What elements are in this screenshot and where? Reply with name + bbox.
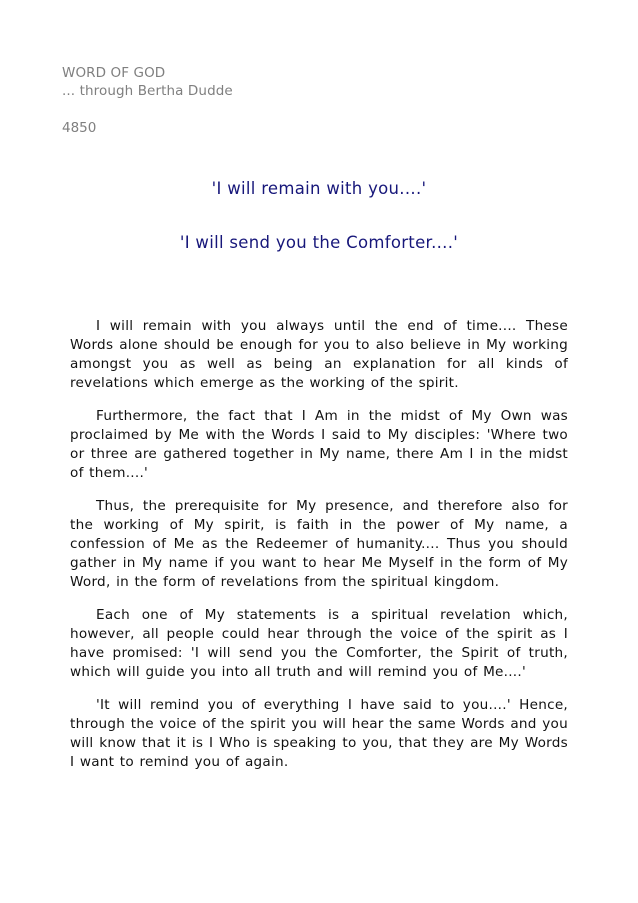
paragraph-4: Each one of My statements is a spiritual revelation which, however, all people could hear through the voice of the spirit as I have promised: 'I will send you the Comforter, the Spirit of truth, which will guide you into all truth and will remind you of Me....' xyxy=(70,607,568,680)
paragraph-3: Thus, the prerequisite for My presence, and therefore also for the working of My spirit, is faith in the power of My name, a confession of Me as the Redeemer of humanity.... Thus you should gather in My name if you want to hear Me Myself in the form of My Word, in the form of revelations from the spiritual kingdom. xyxy=(70,498,568,590)
author-line: ... through Bertha Dudde xyxy=(62,83,233,99)
paragraph-5: 'It will remind you of everything I have said to you....' Hence, through the voice of the spirit you will hear the same Words and you will know that it is I Who is speaking to you, that they are My Words I want to remind you of again. xyxy=(70,697,568,770)
title-secondary: 'I will send you the Comforter....' xyxy=(179,233,459,252)
document-header xyxy=(62,64,233,100)
message-number: 4850 xyxy=(62,120,97,136)
paragraph-1: I will remain with you always until the end of time.... These Words alone should be enough for you to also believe in My working amongst you as well as being an explanation for all kinds of revelations which emerge as the working of the spirit. xyxy=(70,318,568,391)
title-primary: 'I will remain with you....' xyxy=(211,179,427,198)
series-title: WORD OF GOD xyxy=(62,65,166,81)
paragraph-2: Furthermore, the fact that I Am in the midst of My Own was proclaimed by Me with the Words I said to My disciples: 'Where two or three are gathered together in My name, there Am I in the midst of them....' xyxy=(70,408,568,481)
message-body xyxy=(70,317,568,786)
